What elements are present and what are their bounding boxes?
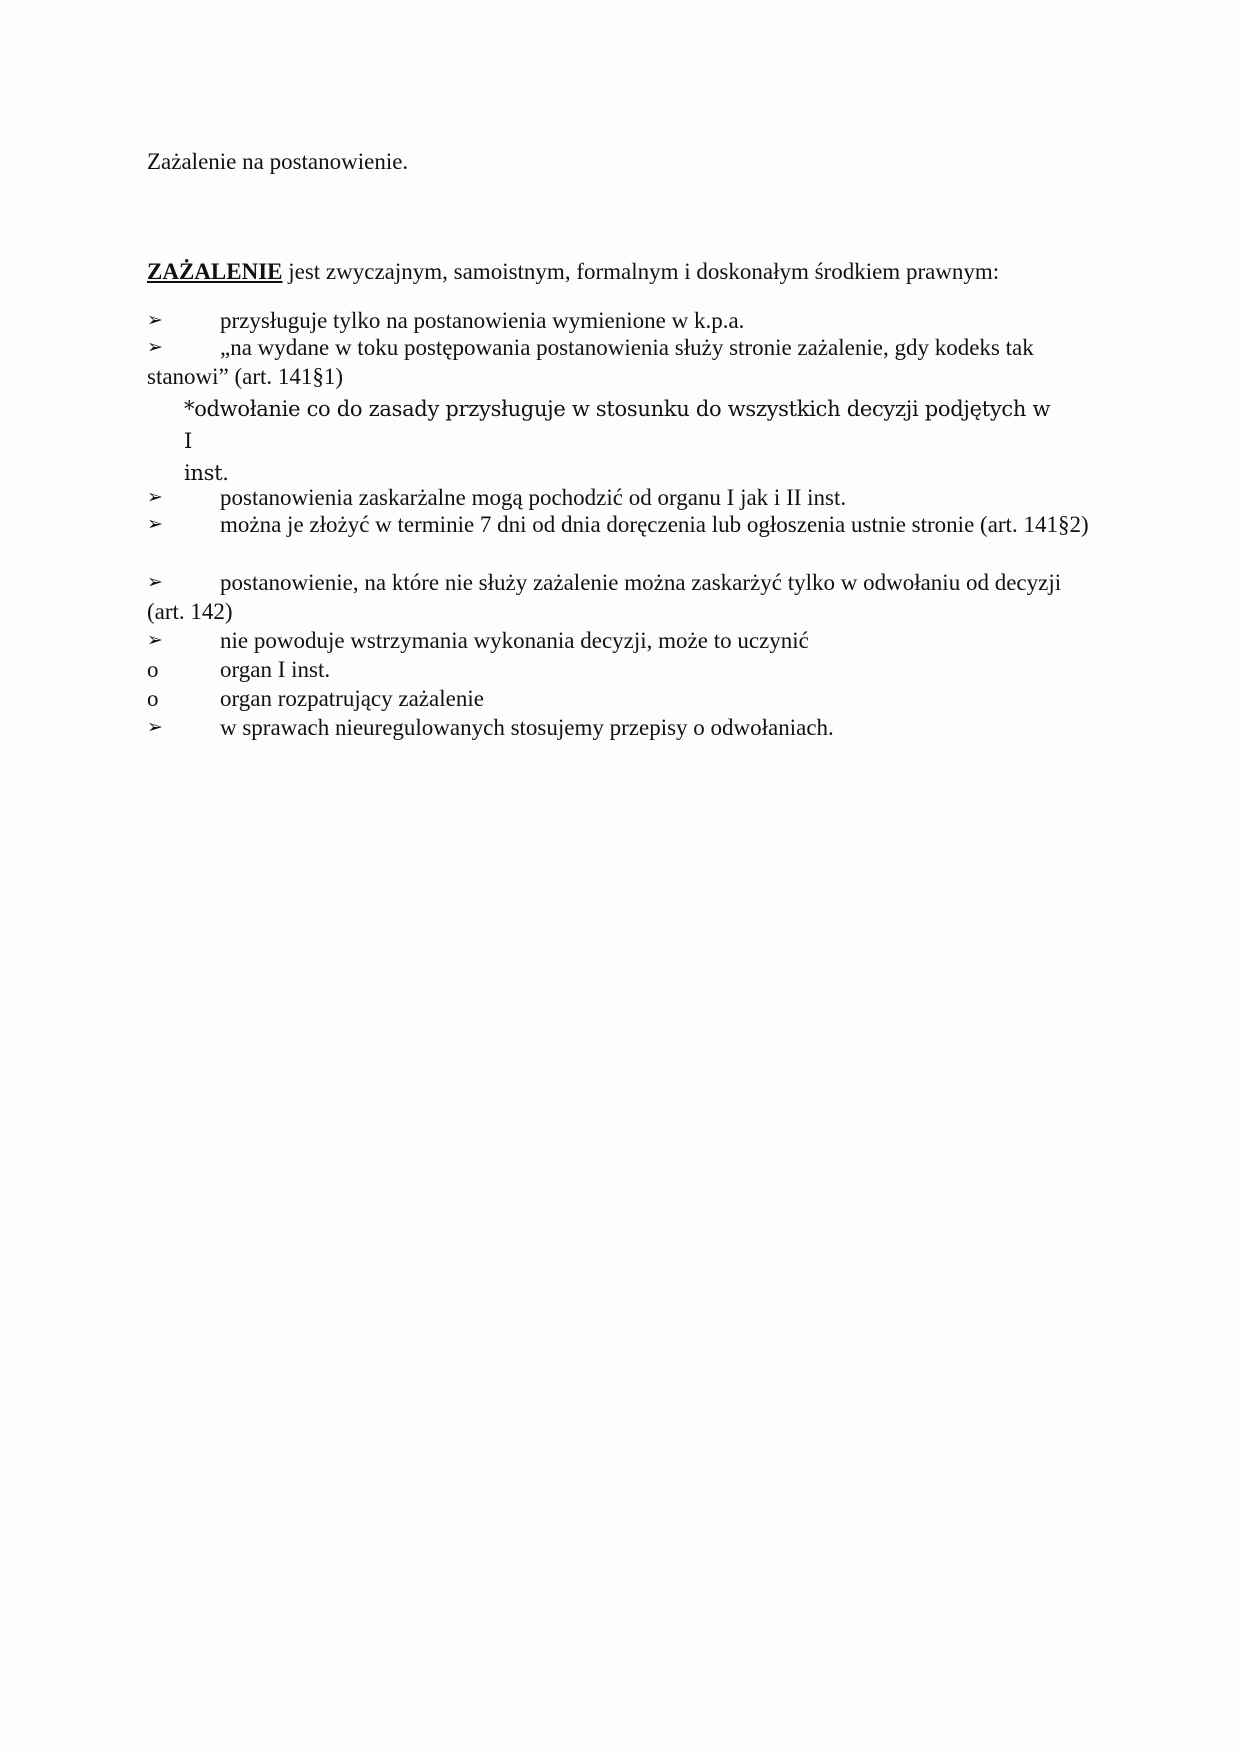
intro-text: jest zwyczajnym, samoistnym, formalnym i doskonałym środkiem prawnym: (282, 259, 1000, 284)
list-item (147, 306, 1140, 335)
list-item-text: organ I inst. (220, 657, 331, 682)
list-item-text: przysługuje tylko na postanowienia wymienione w k.p.a. (220, 308, 745, 333)
arrow-bullet-icon: ➢ (147, 486, 163, 508)
intro-term: ZAŻALENIE (147, 259, 283, 284)
note-line-2: inst. (184, 461, 229, 485)
circle-bullet-icon: o (147, 657, 159, 682)
arrow-bullet-icon: ➢ (147, 571, 163, 593)
list-item-text: postanowienie, na które nie służy zażalenie można zaskarżyć tylko w odwołaniu od decyzji (art. 142) (147, 570, 1062, 624)
intro-paragraph (147, 258, 999, 286)
list-item-text: można je złożyć w terminie 7 dni od dnia doręczenia lub ogłoszenia ustnie stronie (art. 141§2) (220, 512, 1089, 537)
list-item (147, 626, 1140, 655)
list-item (147, 655, 1140, 684)
list-item (147, 510, 1120, 539)
arrow-bullet-icon: ➢ (147, 716, 163, 738)
list-item-text: w sprawach nieuregulowanych stosujemy przepisy o odwołaniach. (220, 715, 834, 740)
list-item-text: postanowienia zaskarżalne mogą pochodzić od organu I jak i II inst. (220, 485, 847, 510)
circle-bullet-icon: o (147, 686, 159, 711)
list-item (147, 713, 1140, 742)
list-item-text: nie powoduje wstrzymania wykonania decyzji, może to uczynić (220, 628, 809, 653)
list-item (147, 483, 1140, 512)
note-paragraph (184, 393, 1064, 489)
note-line-1: *odwołanie co do zasady przysługuje w stosunku do wszystkich decyzji podjętych w I (184, 397, 1051, 453)
arrow-bullet-icon: ➢ (147, 309, 163, 331)
arrow-bullet-icon: ➢ (147, 629, 163, 651)
arrow-bullet-icon: ➢ (147, 336, 163, 358)
list-item-text: organ rozpatrujący zażalenie (220, 686, 484, 711)
document-title: Zażalenie na postanowienie. (147, 149, 409, 174)
arrow-bullet-icon: ➢ (147, 513, 163, 535)
list-item (147, 333, 1070, 391)
list-item (147, 684, 1140, 713)
list-item-text: „na wydane w toku postępowania postanowienia służy stronie zażalenie, gdy kodeks tak stanowi” (art. 141§1) (147, 335, 1034, 389)
list-item (147, 568, 1070, 626)
